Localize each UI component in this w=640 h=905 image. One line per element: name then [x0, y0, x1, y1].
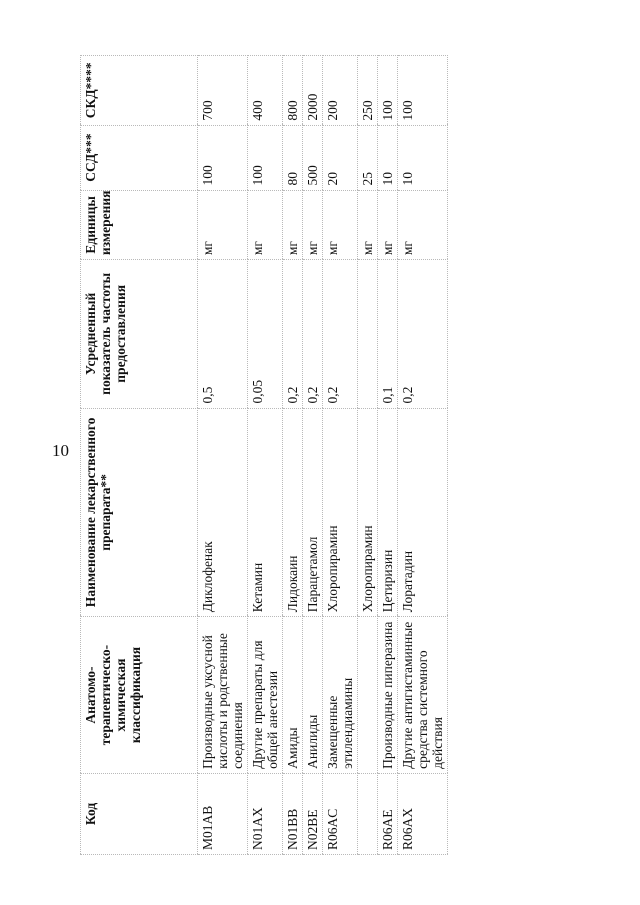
- cell-ssd: 100: [198, 125, 248, 190]
- table-row: [398, 56, 448, 855]
- cell-freq: 0,2: [283, 260, 303, 408]
- cell-atx: Производные пиперазина: [378, 617, 398, 774]
- cell-drug: Диклофенак: [198, 408, 248, 617]
- cell-atx: Анилиды: [303, 617, 323, 774]
- cell-drug: Хлоропирамин: [323, 408, 358, 617]
- cell-unit: мг: [358, 190, 378, 260]
- cell-freq: 0,5: [198, 260, 248, 408]
- cell-skd: 2000: [303, 56, 323, 126]
- cell-atx: Амиды: [283, 617, 303, 774]
- table-row: [358, 56, 378, 855]
- header-ssd: ССД***: [81, 125, 198, 190]
- cell-code: N01AX: [248, 773, 283, 854]
- cell-atx: Производные уксусной кислоты и родственные соединения: [198, 617, 248, 774]
- cell-ssd: 25: [358, 125, 378, 190]
- cell-code: N01BB: [283, 773, 303, 854]
- table-header-row: [81, 56, 198, 855]
- header-unit: Единицы измерения: [81, 190, 198, 260]
- table-row: [323, 56, 358, 855]
- cell-drug: Лидокаин: [283, 408, 303, 617]
- cell-atx: Замещенные этилендиамины: [323, 617, 358, 774]
- cell-drug: Хлоропирамин: [358, 408, 378, 617]
- cell-code: R06AE: [378, 773, 398, 854]
- cell-ssd: 10: [398, 125, 448, 190]
- cell-unit: мг: [323, 190, 358, 260]
- cell-freq: 0,2: [398, 260, 448, 408]
- cell-atx: [358, 617, 378, 774]
- cell-drug: Лоратадин: [398, 408, 448, 617]
- cell-freq: [358, 260, 378, 408]
- cell-skd: 100: [378, 56, 398, 126]
- cell-freq: 0,2: [303, 260, 323, 408]
- page-number: 10: [52, 441, 69, 460]
- header-drug: Наименование лекарственного препарата**: [81, 408, 198, 617]
- cell-drug: Цетиризин: [378, 408, 398, 617]
- cell-freq: 0,1: [378, 260, 398, 408]
- cell-unit: мг: [283, 190, 303, 260]
- medication-table: [80, 55, 448, 855]
- header-skd: СКД****: [81, 56, 198, 126]
- cell-code: M01AB: [198, 773, 248, 854]
- cell-unit: мг: [248, 190, 283, 260]
- cell-ssd: 20: [323, 125, 358, 190]
- cell-skd: 250: [358, 56, 378, 126]
- cell-ssd: 10: [378, 125, 398, 190]
- cell-ssd: 80: [283, 125, 303, 190]
- rotated-table-wrapper: [80, 55, 600, 855]
- cell-skd: 400: [248, 56, 283, 126]
- cell-unit: мг: [378, 190, 398, 260]
- cell-code: R06AC: [323, 773, 358, 854]
- cell-ssd: 100: [248, 125, 283, 190]
- cell-atx: Другие антигистаминные средства системного действия: [398, 617, 448, 774]
- cell-skd: 800: [283, 56, 303, 126]
- cell-freq: 0,05: [248, 260, 283, 408]
- cell-drug: Кетамин: [248, 408, 283, 617]
- table-row: [198, 56, 248, 855]
- header-atx: Анатомо-терапевтическо-химическая классификация: [81, 617, 198, 774]
- table-row: [303, 56, 323, 855]
- cell-drug: Парацетамол: [303, 408, 323, 617]
- cell-skd: 700: [198, 56, 248, 126]
- cell-skd: 100: [398, 56, 448, 126]
- table-row: [248, 56, 283, 855]
- cell-unit: мг: [303, 190, 323, 260]
- table-body: [198, 56, 448, 855]
- header-freq: Усредненный показатель частоты предоставления: [81, 260, 198, 408]
- cell-code: R06AX: [398, 773, 448, 854]
- cell-unit: мг: [398, 190, 448, 260]
- cell-unit: мг: [198, 190, 248, 260]
- cell-code: [358, 773, 378, 854]
- cell-code: N02BE: [303, 773, 323, 854]
- table-row: [378, 56, 398, 855]
- cell-skd: 200: [323, 56, 358, 126]
- cell-atx: Другие препараты для общей анестезии: [248, 617, 283, 774]
- table-row: [283, 56, 303, 855]
- cell-freq: 0,2: [323, 260, 358, 408]
- cell-ssd: 500: [303, 125, 323, 190]
- header-code: Код: [81, 773, 198, 854]
